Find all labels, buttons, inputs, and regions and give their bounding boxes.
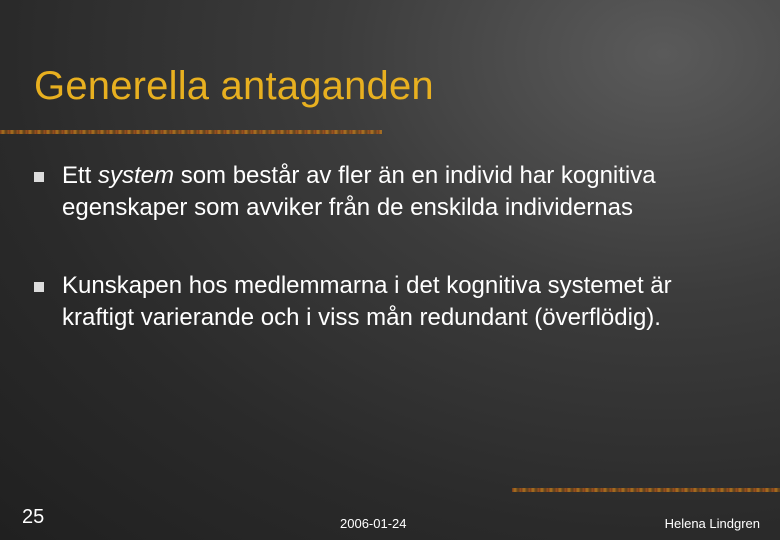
- bullet-text: [62, 272, 672, 331]
- footer-date: 2006-01-24: [340, 516, 407, 531]
- bullet-text-after: som består av fler än en individ har kognitiva egenskaper som avviker från de enskilda individernas: [62, 162, 656, 221]
- square-bullet-icon: [34, 282, 44, 292]
- footer-divider: [512, 488, 780, 492]
- bullet-text-before: Ett: [62, 162, 99, 189]
- bullet-item-2: [34, 270, 734, 334]
- bullet-text-emphasis: system: [98, 162, 175, 189]
- bullet-list: [34, 160, 734, 334]
- slide-title: Generella antaganden: [34, 64, 434, 108]
- title-divider: [0, 130, 382, 134]
- slide-number: 25: [22, 506, 45, 528]
- square-bullet-icon: [34, 172, 44, 182]
- bullet-text-before: Kunskapen hos medlemmarna i det kognitiva systemet är kraftigt varierande och i viss mån redundant (överflödig).: [62, 272, 672, 331]
- bullet-item-1: [34, 160, 734, 224]
- bullet-text: [62, 162, 656, 221]
- footer-author: Helena Lindgren: [664, 516, 760, 531]
